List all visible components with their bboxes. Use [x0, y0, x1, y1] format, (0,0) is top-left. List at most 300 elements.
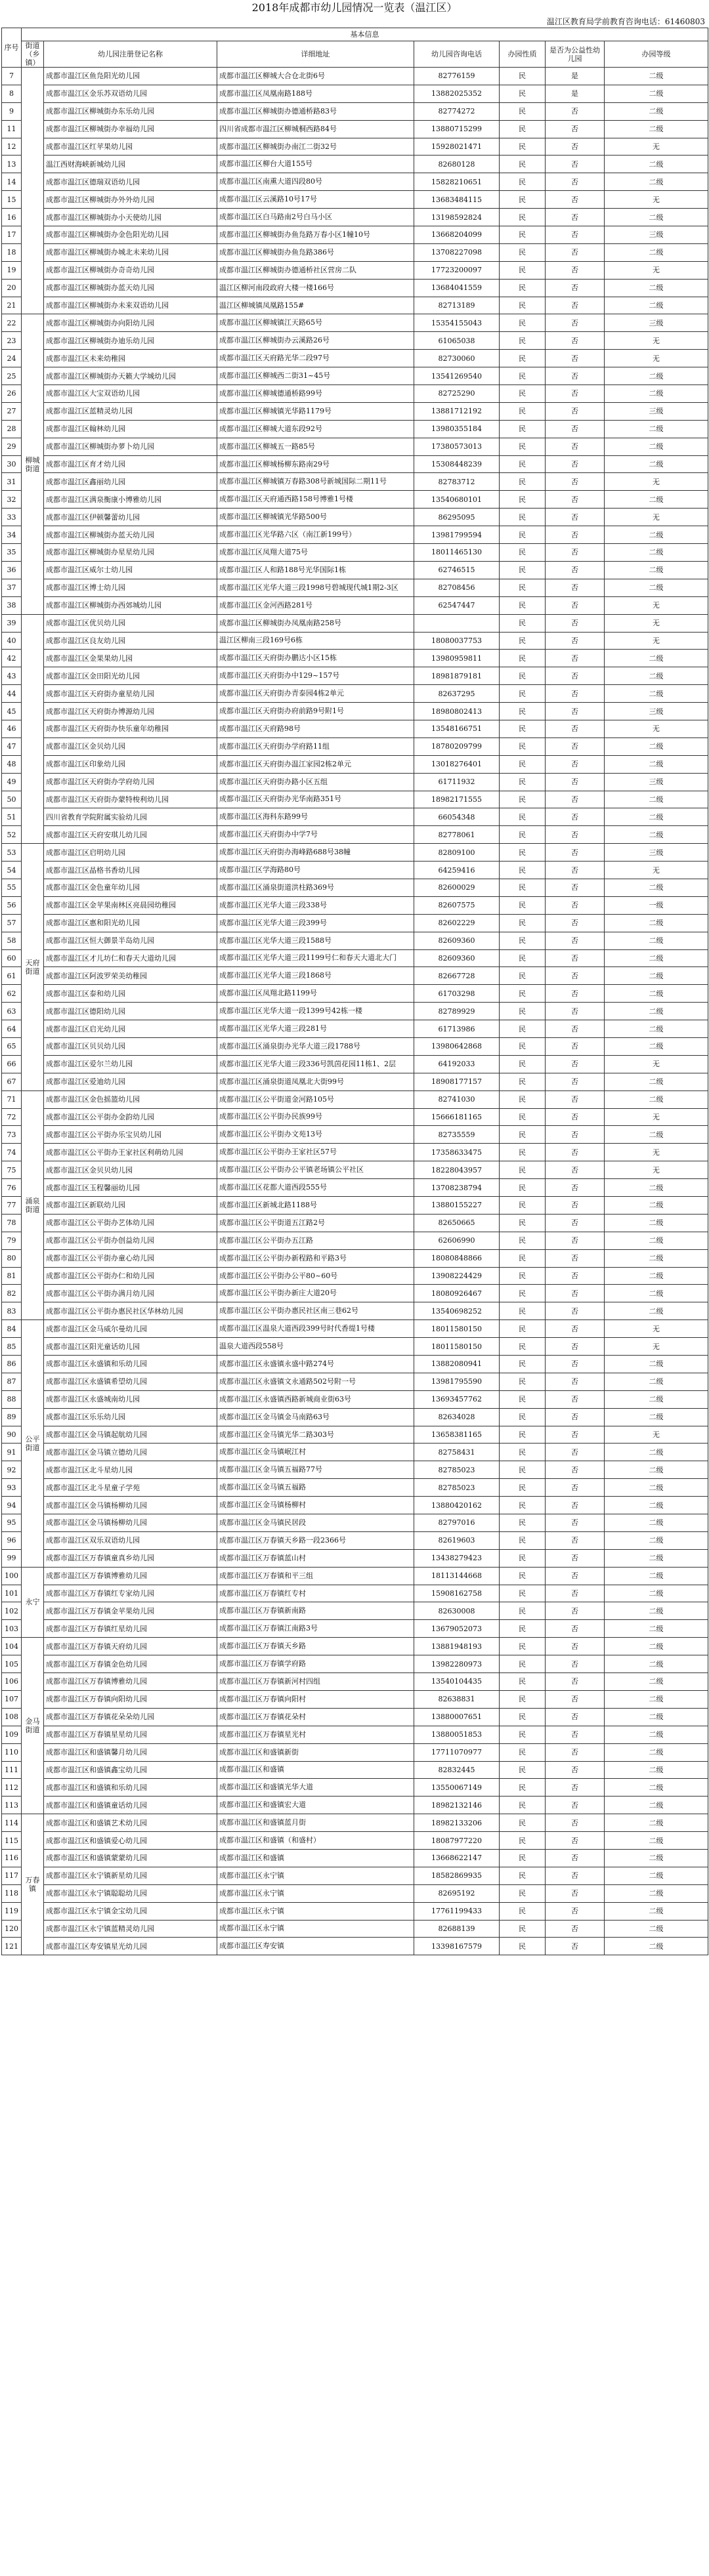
kindergarten-name: 成都市温江区育才幼儿园	[44, 455, 217, 473]
table-row	[2, 949, 708, 967]
kindergarten-nature: 民	[500, 985, 546, 1003]
kindergarten-name: 成都市温江区柳城街办东乐幼儿园	[44, 102, 217, 120]
kindergarten-grade: 二级	[605, 526, 708, 544]
kindergarten-nature: 民	[500, 491, 546, 509]
table-row	[2, 1426, 708, 1444]
kindergarten-name: 成都市温江区德瑞双语幼儿园	[44, 173, 217, 191]
kindergarten-grade: 二级	[605, 1497, 708, 1514]
table-row	[2, 1338, 708, 1356]
kindergarten-nature: 民	[500, 773, 546, 791]
kindergarten-inclusive: 否	[546, 209, 605, 226]
kindergarten-address: 成都市温江区金马镇民居段	[217, 1514, 414, 1532]
kindergarten-nature: 民	[500, 791, 546, 808]
kindergarten-phone: 82609360	[414, 932, 500, 949]
kindergarten-name: 成都市温江区威尔士幼儿园	[44, 561, 217, 579]
kindergarten-name: 成都市温江区和盛镇馨月幼儿园	[44, 1743, 217, 1761]
kindergarten-name: 成都市温江区金苹果南林区亮晨园幼稚园	[44, 896, 217, 914]
kindergarten-nature: 民	[500, 1567, 546, 1585]
table-row	[2, 773, 708, 791]
kindergarten-phone: 17380573013	[414, 438, 500, 455]
kindergarten-name: 成都市温江区柳城街办金色阳光幼儿园	[44, 226, 217, 244]
row-index: 38	[2, 596, 22, 614]
kindergarten-grade: 二级	[605, 879, 708, 896]
kindergarten-phone: 18113144668	[414, 1567, 500, 1585]
table-row	[2, 808, 708, 826]
kindergarten-inclusive: 否	[546, 367, 605, 385]
table-row	[2, 1108, 708, 1126]
kindergarten-nature: 民	[500, 1761, 546, 1779]
kindergarten-address: 成都市温江区人和路188号光华国际1栋	[217, 561, 414, 579]
row-index: 16	[2, 209, 22, 226]
row-index: 111	[2, 1761, 22, 1779]
kindergarten-nature: 民	[500, 385, 546, 403]
kindergarten-phone: 82776159	[414, 68, 500, 85]
kindergarten-phone: 13708238794	[414, 1179, 500, 1197]
kindergarten-address: 成都市温江区天府街办中学7号	[217, 826, 414, 844]
kindergarten-nature: 民	[500, 1497, 546, 1514]
kindergarten-address: 成都市温江区天府街办学府路11组	[217, 737, 414, 755]
kindergarten-inclusive: 否	[546, 1408, 605, 1426]
kindergarten-grade: 二级	[605, 685, 708, 703]
row-index: 117	[2, 1867, 22, 1884]
table-row	[2, 1884, 708, 1902]
table-row	[2, 1020, 708, 1038]
kindergarten-address: 成都市温江区光华大道三段281号	[217, 1020, 414, 1038]
table-row	[2, 791, 708, 808]
kindergarten-inclusive: 否	[546, 1161, 605, 1179]
kindergarten-grade: 二级	[605, 1797, 708, 1814]
kindergarten-address: 成都市温江区凤凰南路188号	[217, 85, 414, 102]
kindergarten-inclusive: 否	[546, 173, 605, 191]
kindergarten-phone: 13668204099	[414, 226, 500, 244]
kindergarten-address: 成都市温江区万春镇向阳村	[217, 1690, 414, 1708]
row-index: 31	[2, 473, 22, 491]
kindergarten-name: 成都市温江区柳城街办幸福幼儿园	[44, 120, 217, 138]
kindergarten-grade: 二级	[605, 85, 708, 102]
kindergarten-name: 成都市温江区德阳幼儿园	[44, 1003, 217, 1020]
kindergarten-nature: 民	[500, 1832, 546, 1850]
kindergarten-nature: 民	[500, 1161, 546, 1179]
table-row	[2, 579, 708, 596]
kindergarten-phone: 13540680101	[414, 491, 500, 509]
kindergarten-inclusive: 否	[546, 596, 605, 614]
table-row	[2, 1091, 708, 1108]
table-row	[2, 1638, 708, 1655]
kindergarten-address: 成都市温江区凤翔大道75号	[217, 544, 414, 562]
kindergarten-phone: 13684041559	[414, 279, 500, 297]
street-cell: 永宁	[22, 1567, 44, 1638]
kindergarten-address: 成都市温江区南熏大道四段80号	[217, 173, 414, 191]
kindergarten-address: 成都市温江区永宁镇	[217, 1920, 414, 1938]
kindergarten-grade: 二级	[605, 1585, 708, 1602]
kindergarten-inclusive: 否	[546, 1108, 605, 1126]
kindergarten-address: 成都市温江区金马镇金马南路63号	[217, 1408, 414, 1426]
kindergarten-name: 成都市温江区红苹果幼儿园	[44, 138, 217, 156]
table-row	[2, 509, 708, 526]
kindergarten-nature: 民	[500, 879, 546, 896]
kindergarten-name: 成都市温江区永盛镇希望幼儿园	[44, 1373, 217, 1390]
kindergarten-grade: 无	[605, 1144, 708, 1161]
row-index: 83	[2, 1302, 22, 1320]
table-row	[2, 1444, 708, 1461]
kindergarten-phone: 18982171555	[414, 791, 500, 808]
kindergarten-grade: 二级	[605, 1179, 708, 1197]
kindergarten-nature: 民	[500, 209, 546, 226]
row-index: 116	[2, 1849, 22, 1867]
kindergarten-phone: 17711070977	[414, 1743, 500, 1761]
table-row	[2, 1531, 708, 1549]
header-nature: 办园性质	[500, 41, 546, 68]
kindergarten-grade: 二级	[605, 1285, 708, 1302]
kindergarten-grade: 三级	[605, 402, 708, 420]
row-index: 57	[2, 914, 22, 932]
kindergarten-nature: 民	[500, 1302, 546, 1320]
table-row	[2, 1920, 708, 1938]
kindergarten-nature: 民	[500, 808, 546, 826]
kindergarten-inclusive: 否	[546, 703, 605, 720]
kindergarten-inclusive: 否	[546, 473, 605, 491]
kindergarten-phone: 13548166751	[414, 720, 500, 737]
kindergarten-inclusive: 否	[546, 385, 605, 403]
table-row	[2, 632, 708, 650]
kindergarten-grade: 无	[605, 1320, 708, 1338]
kindergarten-address: 成都市温江区天府街办光华南路351号	[217, 791, 414, 808]
kindergarten-address: 温江区柳河南段政府大楼一楼166号	[217, 279, 414, 297]
table-row	[2, 614, 708, 632]
kindergarten-phone: 18011580150	[414, 1320, 500, 1338]
kindergarten-grade: 二级	[605, 1743, 708, 1761]
row-index: 95	[2, 1514, 22, 1532]
row-index: 23	[2, 332, 22, 350]
table-row	[2, 420, 708, 438]
kindergarten-name: 成都市温江区阿波罗荣美幼稚园	[44, 967, 217, 985]
table-row	[2, 650, 708, 667]
row-index: 14	[2, 173, 22, 191]
row-index: 19	[2, 261, 22, 279]
row-index: 118	[2, 1884, 22, 1902]
kindergarten-nature: 民	[500, 1708, 546, 1726]
kindergarten-nature: 民	[500, 1726, 546, 1743]
kindergarten-nature: 民	[500, 420, 546, 438]
table-row	[2, 737, 708, 755]
kindergarten-grade: 二级	[605, 1638, 708, 1655]
kindergarten-phone: 82607575	[414, 896, 500, 914]
kindergarten-nature: 民	[500, 1938, 546, 1955]
kindergarten-nature: 民	[500, 703, 546, 720]
row-index: 90	[2, 1426, 22, 1444]
kindergarten-name: 成都市温江区永宁镇蓝精灵幼儿园	[44, 1920, 217, 1938]
kindergarten-phone: 13980642868	[414, 1037, 500, 1055]
kindergarten-phone: 18087977220	[414, 1832, 500, 1850]
kindergarten-address: 成都市温江区云溪路10号17号	[217, 191, 414, 209]
kindergarten-nature: 民	[500, 737, 546, 755]
kindergarten-inclusive: 否	[546, 1426, 605, 1444]
kindergarten-inclusive: 否	[546, 685, 605, 703]
row-index: 104	[2, 1638, 22, 1655]
kindergarten-grade: 二级	[605, 544, 708, 562]
table-row	[2, 1797, 708, 1814]
kindergarten-inclusive: 否	[546, 1638, 605, 1655]
kindergarten-name: 成都市温江区柳城街办外外幼儿园	[44, 191, 217, 209]
kindergarten-inclusive: 否	[546, 226, 605, 244]
kindergarten-nature: 民	[500, 1585, 546, 1602]
kindergarten-nature: 民	[500, 120, 546, 138]
row-index: 110	[2, 1743, 22, 1761]
kindergarten-nature: 民	[500, 473, 546, 491]
kindergarten-inclusive: 否	[546, 438, 605, 455]
kindergarten-nature: 民	[500, 561, 546, 579]
table-row	[2, 491, 708, 509]
kindergarten-grade: 二级	[605, 297, 708, 314]
kindergarten-inclusive: 否	[546, 808, 605, 826]
kindergarten-grade: 三级	[605, 773, 708, 791]
header-street: 街道（乡镇）	[22, 41, 44, 68]
street-cell	[22, 614, 44, 844]
kindergarten-inclusive: 否	[546, 1832, 605, 1850]
kindergarten-nature: 民	[500, 1902, 546, 1920]
kindergarten-grade: 二级	[605, 1408, 708, 1426]
kindergarten-nature: 民	[500, 1390, 546, 1408]
row-index: 58	[2, 932, 22, 949]
kindergarten-address: 成都市温江区万春镇星光村	[217, 1726, 414, 1743]
kindergarten-address: 成都市温江区柳城杨柳东路南29号	[217, 455, 414, 473]
kindergarten-inclusive: 否	[546, 650, 605, 667]
kindergarten-address: 成都市温江区柳城街办鱼凫路万春小区1幢10号	[217, 226, 414, 244]
kindergarten-nature: 民	[500, 102, 546, 120]
kindergarten-address: 成都市温江区万春镇蓝山村	[217, 1549, 414, 1567]
table-row	[2, 985, 708, 1003]
kindergarten-address: 成都市温江区永宁镇	[217, 1902, 414, 1920]
kindergarten-inclusive: 否	[546, 1726, 605, 1743]
table-row	[2, 826, 708, 844]
kindergarten-nature: 民	[500, 1461, 546, 1479]
table-row	[2, 1585, 708, 1602]
kindergarten-name: 成都市温江区双乐双语幼儿园	[44, 1531, 217, 1549]
kindergarten-name: 成都市温江区北斗星幼儿园	[44, 1461, 217, 1479]
kindergarten-inclusive: 否	[546, 862, 605, 879]
kindergarten-inclusive: 否	[546, 1479, 605, 1497]
kindergarten-address: 成都市温江区温泉大道西段399号时代香缇1号楼	[217, 1320, 414, 1338]
table-row	[2, 1726, 708, 1743]
table-row	[2, 526, 708, 544]
kindergarten-phone: 18982132146	[414, 1797, 500, 1814]
row-index: 26	[2, 385, 22, 403]
kindergarten-phone: 82778061	[414, 826, 500, 844]
table-row	[2, 685, 708, 703]
kindergarten-grade: 二级	[605, 1814, 708, 1832]
kindergarten-address: 成都市温江区白马路南2号白马小区	[217, 209, 414, 226]
kindergarten-phone: 18011465130	[414, 544, 500, 562]
row-index: 107	[2, 1690, 22, 1708]
kindergarten-phone: 13981799594	[414, 526, 500, 544]
kindergarten-grade: 二级	[605, 1602, 708, 1620]
kindergarten-phone: 18080848866	[414, 1249, 500, 1267]
kindergarten-nature: 民	[500, 526, 546, 544]
kindergarten-inclusive: 否	[546, 1249, 605, 1267]
kindergarten-name: 成都市温江区泰和幼儿园	[44, 985, 217, 1003]
kindergarten-name: 成都市温江区新联幼儿园	[44, 1197, 217, 1215]
kindergarten-address: 成都市温江区天府街办温江家园2栋2单元	[217, 755, 414, 773]
kindergarten-name: 成都市温江区金马镇立德幼儿园	[44, 1444, 217, 1461]
kindergarten-nature: 民	[500, 1232, 546, 1249]
kindergarten-address: 成都市温江区金马镇岷江村	[217, 1444, 414, 1461]
kindergarten-phone: 18982133206	[414, 1814, 500, 1832]
row-index: 80	[2, 1249, 22, 1267]
kindergarten-address: 成都市温江区海科东路99号	[217, 808, 414, 826]
street-cell: 柳城街道	[22, 314, 44, 614]
table-row	[2, 191, 708, 209]
kindergarten-nature: 民	[500, 1444, 546, 1461]
kindergarten-inclusive: 否	[546, 844, 605, 862]
table-row	[2, 1302, 708, 1320]
street-cell: 金马街道	[22, 1638, 44, 1814]
row-index: 96	[2, 1531, 22, 1549]
row-index: 27	[2, 402, 22, 420]
kindergarten-phone: 61711932	[414, 773, 500, 791]
kindergarten-name: 成都市温江区柳城街办天籁大学城幼儿园	[44, 367, 217, 385]
row-index: 85	[2, 1338, 22, 1356]
kindergarten-nature: 民	[500, 579, 546, 596]
row-index: 102	[2, 1602, 22, 1620]
kindergarten-nature: 民	[500, 85, 546, 102]
kindergarten-phone: 82708456	[414, 579, 500, 596]
kindergarten-grade: 二级	[605, 1832, 708, 1850]
kindergarten-phone: 13018276401	[414, 755, 500, 773]
kindergarten-grade: 二级	[605, 102, 708, 120]
kindergarten-grade: 二级	[605, 1444, 708, 1461]
kindergarten-inclusive: 否	[546, 350, 605, 367]
kindergarten-phone: 15666181165	[414, 1108, 500, 1126]
kindergarten-grade: 二级	[605, 650, 708, 667]
kindergarten-phone: 13398167579	[414, 1938, 500, 1955]
kindergarten-address: 成都市温江区柳城五一路85号	[217, 438, 414, 455]
kindergarten-phone: 15354155043	[414, 314, 500, 332]
kindergarten-grade: 无	[605, 261, 708, 279]
row-index: 39	[2, 614, 22, 632]
kindergarten-inclusive: 否	[546, 544, 605, 562]
header-inclusive: 是否为公益性幼儿园	[546, 41, 605, 68]
kindergarten-name: 成都市温江区启明幼儿园	[44, 844, 217, 862]
table-row	[2, 1055, 708, 1073]
kindergarten-nature: 民	[500, 1126, 546, 1144]
kindergarten-inclusive: 否	[546, 1938, 605, 1955]
kindergarten-grade: 三级	[605, 314, 708, 332]
kindergarten-inclusive: 否	[546, 1338, 605, 1356]
kindergarten-inclusive: 否	[546, 1567, 605, 1585]
table-row	[2, 1214, 708, 1232]
row-index: 47	[2, 737, 22, 755]
street-cell: 公平街道	[22, 1320, 44, 1567]
kindergarten-grade: 二级	[605, 209, 708, 226]
kindergarten-inclusive: 否	[546, 1003, 605, 1020]
kindergarten-nature: 民	[500, 826, 546, 844]
kindergarten-phone: 82600029	[414, 879, 500, 896]
row-index: 29	[2, 438, 22, 455]
kindergarten-address: 成都市温江区天府街办府前路9号附1号	[217, 703, 414, 720]
kindergarten-address: 成都市温江区天府路98号	[217, 720, 414, 737]
row-index: 78	[2, 1214, 22, 1232]
kindergarten-grade: 无	[605, 473, 708, 491]
kindergarten-nature: 民	[500, 1673, 546, 1691]
kindergarten-inclusive: 否	[546, 967, 605, 985]
kindergarten-grade: 二级	[605, 1073, 708, 1091]
kindergarten-address: 成都市温江区和盛镇新街	[217, 1743, 414, 1761]
kindergarten-name: 成都市温江区金马镇杨柳幼儿园	[44, 1514, 217, 1532]
kindergarten-nature: 民	[500, 1743, 546, 1761]
row-index: 94	[2, 1497, 22, 1514]
kindergarten-name: 四川省教育学院附属实验幼儿园	[44, 808, 217, 826]
kindergarten-grade: 三级	[605, 226, 708, 244]
kindergarten-name: 成都市温江区永宁镇金宝幼儿园	[44, 1902, 217, 1920]
kindergarten-phone: 17358633475	[414, 1144, 500, 1161]
kindergarten-phone: 86295095	[414, 509, 500, 526]
table-row	[2, 1761, 708, 1779]
kindergarten-address: 成都市温江区金马镇光华二路303号	[217, 1426, 414, 1444]
kindergarten-inclusive: 否	[546, 1444, 605, 1461]
kindergarten-name: 成都市温江区公平街办乐宝贝幼儿园	[44, 1126, 217, 1144]
kindergarten-phone: 18080037753	[414, 632, 500, 650]
table-row	[2, 1549, 708, 1567]
kindergarten-name: 成都市温江区翰林幼儿园	[44, 420, 217, 438]
kindergarten-name: 成都市温江区天府安琪儿幼儿园	[44, 826, 217, 844]
kindergarten-name: 成都市温江区和盛镇和乐幼儿园	[44, 1779, 217, 1797]
row-index: 114	[2, 1814, 22, 1832]
kindergarten-grade: 二级	[605, 1549, 708, 1567]
kindergarten-address: 成都市温江区公平街办文苑13号	[217, 1126, 414, 1144]
street-cell	[22, 68, 44, 314]
table-row	[2, 1938, 708, 1955]
kindergarten-grade: 二级	[605, 279, 708, 297]
kindergarten-address: 成都市温江区光华路六区（南江新199号）	[217, 526, 414, 544]
kindergarten-name: 成都市温江区阳光童话幼儿园	[44, 1338, 217, 1356]
kindergarten-grade: 二级	[605, 1232, 708, 1249]
kindergarten-name: 成都市温江区永宁镇聪聪幼儿园	[44, 1884, 217, 1902]
kindergarten-address: 成都市温江区和盛镇	[217, 1761, 414, 1779]
kindergarten-nature: 民	[500, 138, 546, 156]
kindergarten-address: 成都市温江区寿安镇	[217, 1938, 414, 1955]
kindergarten-nature: 民	[500, 1514, 546, 1532]
kindergarten-grade: 二级	[605, 1214, 708, 1232]
kindergarten-grade: 无	[605, 138, 708, 156]
table-row	[2, 896, 708, 914]
kindergarten-address: 成都市温江区天府通西路158号博雅1号楼	[217, 491, 414, 509]
kindergarten-nature: 民	[500, 1020, 546, 1038]
kindergarten-nature: 民	[500, 862, 546, 879]
kindergarten-inclusive: 否	[546, 261, 605, 279]
row-index: 120	[2, 1920, 22, 1938]
kindergarten-name: 成都市温江区和盛镇蒙蒙幼儿园	[44, 1849, 217, 1867]
table-row	[2, 138, 708, 156]
kindergarten-phone: 13198592824	[414, 209, 500, 226]
kindergarten-address: 成都市温江区涌泉街道洪柱路369号	[217, 879, 414, 896]
table-row	[2, 314, 708, 332]
row-index: 56	[2, 896, 22, 914]
row-index: 49	[2, 773, 22, 791]
kindergarten-nature: 民	[500, 350, 546, 367]
row-index: 63	[2, 1003, 22, 1020]
row-index: 81	[2, 1267, 22, 1285]
kindergarten-inclusive: 否	[546, 1356, 605, 1373]
kindergarten-phone: 61065038	[414, 332, 500, 350]
kindergarten-address: 成都市温江区万春镇新南路	[217, 1602, 414, 1620]
kindergarten-grade: 无	[605, 1108, 708, 1126]
kindergarten-nature: 民	[500, 1849, 546, 1867]
kindergarten-inclusive: 否	[546, 243, 605, 261]
kindergarten-name: 成都市温江区金色摇篮幼儿园	[44, 1091, 217, 1108]
kindergarten-phone: 13540698252	[414, 1302, 500, 1320]
kindergarten-name: 成都市温江区和盛镇爱心幼儿园	[44, 1832, 217, 1850]
row-index: 73	[2, 1126, 22, 1144]
